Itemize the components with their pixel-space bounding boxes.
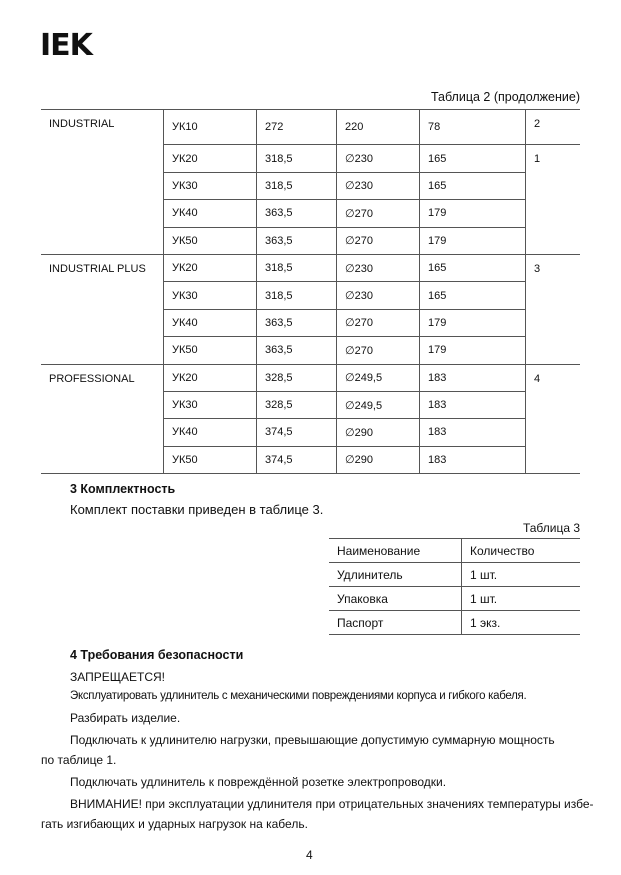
paragraph: Подключать к удлинителю нагрузки, превышающие допустимую суммарную мощность [70, 733, 555, 747]
quantity-cell: 3 [526, 254, 581, 364]
table-2 [41, 109, 580, 474]
table-cell: 374,5 [257, 419, 337, 446]
table-cell: ∅290 [337, 419, 420, 446]
table-cell: УК10 [164, 110, 257, 145]
table-cell: 318,5 [257, 254, 337, 281]
table-cell: 272 [257, 110, 337, 145]
table-row [329, 587, 580, 611]
paragraph: Эксплуатировать удлинитель с механическими повреждениями корпуса и гибкого кабеля. [70, 690, 527, 702]
table-cell: УК30 [164, 172, 257, 199]
table-cell: ∅270 [337, 309, 420, 336]
paragraph: гать изгибающих и ударных нагрузок на кабель. [41, 817, 308, 831]
table-cell: 183 [420, 364, 526, 391]
table-row [41, 254, 580, 281]
table-cell: 1 шт. [462, 563, 581, 587]
paragraph: ЗАПРЕЩАЕТСЯ! [70, 670, 166, 684]
table-cell: УК30 [164, 282, 257, 309]
table-cell: ∅249,5 [337, 391, 420, 418]
quantity-cell: 1 [526, 145, 581, 255]
table-cell: УК20 [164, 254, 257, 281]
table-3 [329, 538, 580, 635]
header-cell: Наименование [329, 539, 462, 563]
table-cell: УК50 [164, 446, 257, 473]
table-row [329, 611, 580, 635]
section3-heading: 3 Комплектность [70, 482, 176, 496]
table-cell: 183 [420, 391, 526, 418]
table-cell: 328,5 [257, 391, 337, 418]
series-name-cell: INDUSTRIAL [41, 110, 164, 255]
table-cell: 374,5 [257, 446, 337, 473]
table-cell: ∅270 [337, 200, 420, 227]
table-cell: 179 [420, 227, 526, 254]
table-cell: ∅270 [337, 227, 420, 254]
table-cell: 183 [420, 419, 526, 446]
table-cell: 165 [420, 145, 526, 172]
table-cell: УК40 [164, 309, 257, 336]
table-cell: 318,5 [257, 145, 337, 172]
paragraph: по таблице 1. [41, 753, 117, 767]
page-number: 4 [306, 848, 313, 862]
table-row [329, 563, 580, 587]
table-cell: ∅270 [337, 337, 420, 364]
paragraph: Подключать удлинитель к повреждённой розетке электропроводки. [70, 775, 447, 789]
table-cell: УК20 [164, 145, 257, 172]
quantity-cell: 4 [526, 364, 581, 474]
table-cell: ∅290 [337, 446, 420, 473]
series-name-cell: INDUSTRIAL PLUS [41, 254, 164, 364]
table-cell: 318,5 [257, 172, 337, 199]
table-cell: 183 [420, 446, 526, 473]
table-cell: 179 [420, 200, 526, 227]
table-cell: 363,5 [257, 337, 337, 364]
iek-logo: IEK [40, 28, 92, 63]
table-cell: 165 [420, 254, 526, 281]
table-cell: 1 экз. [462, 611, 581, 635]
table-cell: Паспорт [329, 611, 462, 635]
table-cell: 165 [420, 282, 526, 309]
section4-heading: 4 Требования безопасности [70, 648, 244, 662]
paragraph: ВНИМАНИЕ! при эксплуатации удлинителя при отрицательных значениях температуры избе- [70, 797, 594, 811]
table2-caption: Таблица 2 (продолжение) [430, 90, 580, 104]
table-cell: УК40 [164, 200, 257, 227]
header-cell: Количество [462, 539, 581, 563]
table-cell: 363,5 [257, 200, 337, 227]
table-row [41, 110, 580, 145]
series-name-cell: PROFESSIONAL [41, 364, 164, 474]
paragraph: Разбирать изделие. [70, 711, 181, 725]
table-cell: 1 шт. [462, 587, 581, 611]
table-cell: 179 [420, 309, 526, 336]
table3-caption: Таблица 3 [522, 521, 580, 535]
table-cell: 78 [420, 110, 526, 145]
table-cell: Упаковка [329, 587, 462, 611]
table-cell: 363,5 [257, 309, 337, 336]
table-header-row [329, 539, 580, 563]
table-cell: 220 [337, 110, 420, 145]
table-cell: ∅230 [337, 282, 420, 309]
table-cell: УК50 [164, 337, 257, 364]
table-cell: 165 [420, 172, 526, 199]
table-cell: ∅249,5 [337, 364, 420, 391]
table-cell: ∅230 [337, 254, 420, 281]
table-cell: 318,5 [257, 282, 337, 309]
quantity-cell: 2 [526, 110, 581, 145]
table-cell: ∅230 [337, 172, 420, 199]
table-cell: УК30 [164, 391, 257, 418]
section3-text: Комплект поставки приведен в таблице 3. [70, 502, 324, 517]
table-cell: УК40 [164, 419, 257, 446]
table-cell: УК20 [164, 364, 257, 391]
table-cell: Удлинитель [329, 563, 462, 587]
table-cell: 179 [420, 337, 526, 364]
table-cell: 328,5 [257, 364, 337, 391]
table-cell: ∅230 [337, 145, 420, 172]
table-cell: УК50 [164, 227, 257, 254]
table-cell: 363,5 [257, 227, 337, 254]
table-row [41, 364, 580, 391]
